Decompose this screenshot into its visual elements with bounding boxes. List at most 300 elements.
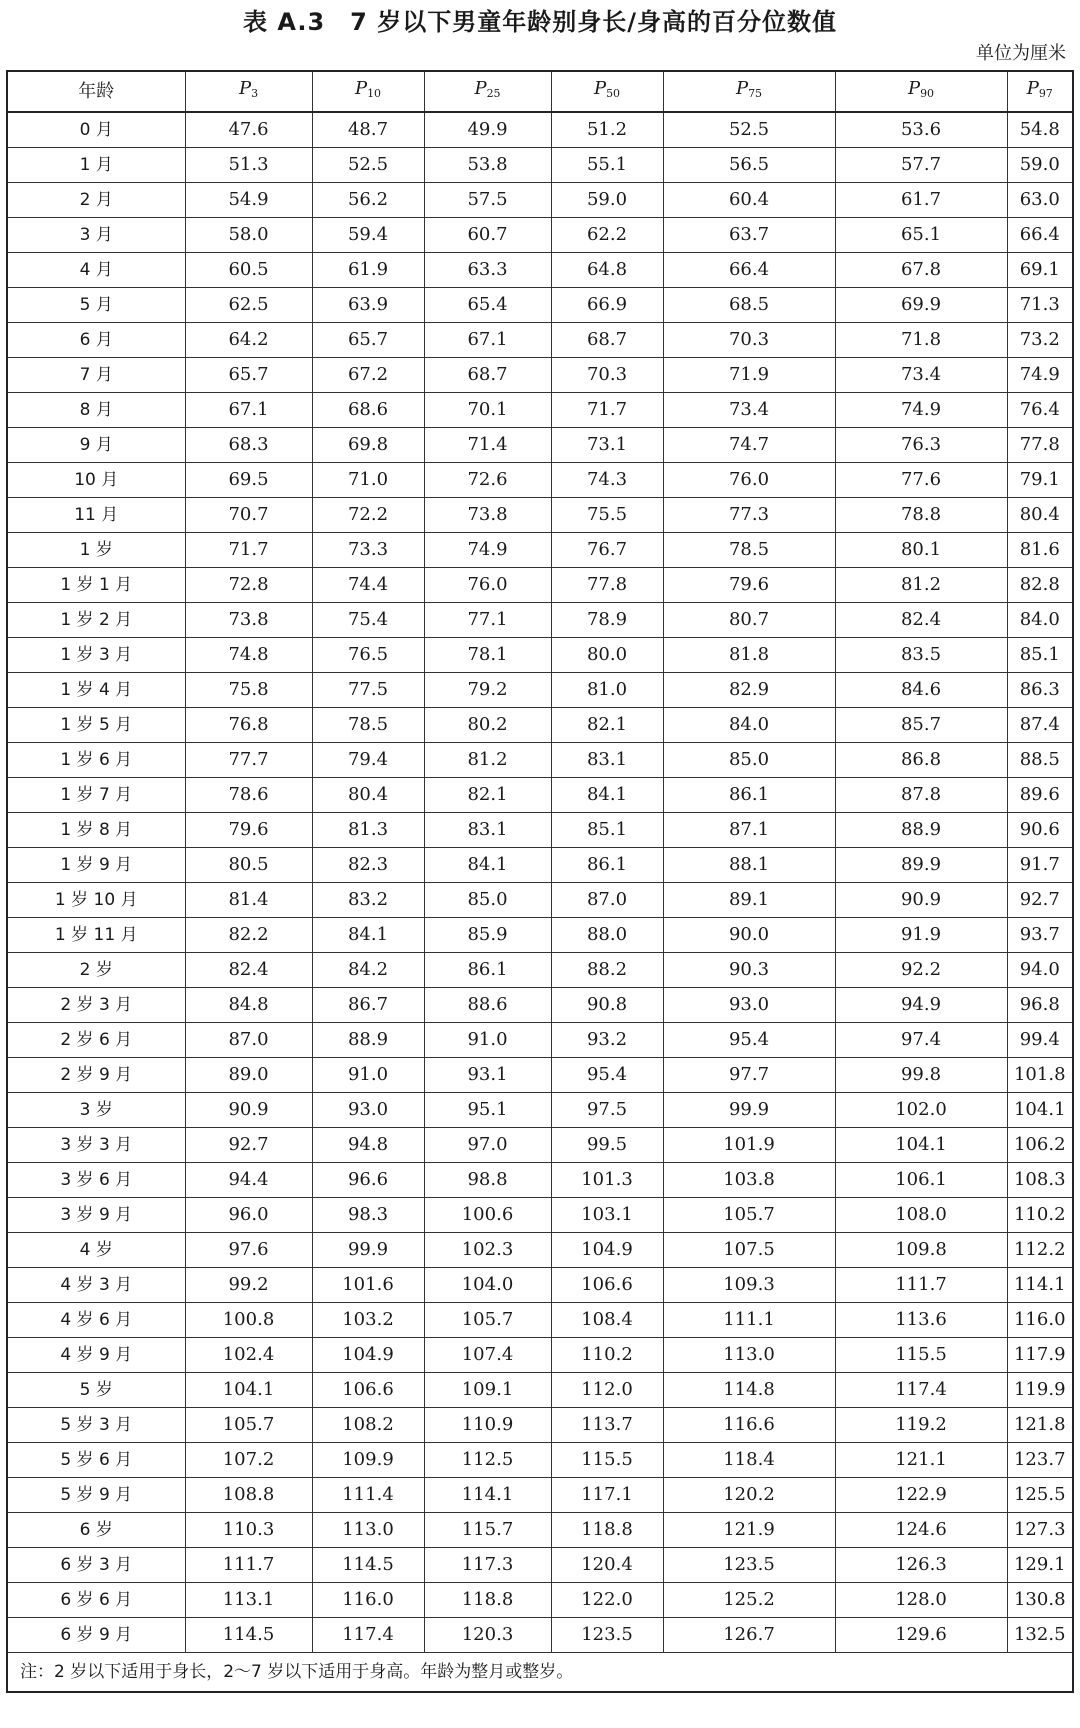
value-cell: 75.5	[551, 498, 663, 533]
value-cell: 111.7	[185, 1548, 312, 1583]
value-cell: 84.0	[1007, 603, 1073, 638]
value-cell: 120.2	[663, 1478, 835, 1513]
table-row	[7, 1058, 1073, 1093]
value-cell: 63.9	[312, 288, 424, 323]
header-row	[7, 71, 1073, 112]
age-cell: 0 月	[7, 112, 185, 148]
value-cell: 102.4	[185, 1338, 312, 1373]
value-cell: 87.4	[1007, 708, 1073, 743]
value-cell: 84.1	[551, 778, 663, 813]
age-cell: 4 岁 6 月	[7, 1303, 185, 1338]
value-cell: 106.6	[312, 1373, 424, 1408]
value-cell: 104.1	[185, 1373, 312, 1408]
value-cell: 89.0	[185, 1058, 312, 1093]
value-cell: 116.0	[312, 1583, 424, 1618]
table-row	[7, 988, 1073, 1023]
value-cell: 86.1	[551, 848, 663, 883]
value-cell: 93.2	[551, 1023, 663, 1058]
value-cell: 94.4	[185, 1163, 312, 1198]
value-cell: 111.7	[835, 1268, 1007, 1303]
value-cell: 78.5	[312, 708, 424, 743]
value-cell: 67.1	[185, 393, 312, 428]
age-cell: 3 月	[7, 218, 185, 253]
table-row	[7, 1163, 1073, 1198]
value-cell: 110.2	[1007, 1198, 1073, 1233]
value-cell: 86.1	[663, 778, 835, 813]
value-cell: 80.7	[663, 603, 835, 638]
value-cell: 103.2	[312, 1303, 424, 1338]
value-cell: 104.9	[551, 1233, 663, 1268]
value-cell: 119.9	[1007, 1373, 1073, 1408]
table-row	[7, 498, 1073, 533]
table-row	[7, 253, 1073, 288]
table-row	[7, 1618, 1073, 1653]
value-cell: 85.0	[663, 743, 835, 778]
value-cell: 95.4	[551, 1058, 663, 1093]
value-cell: 132.5	[1007, 1618, 1073, 1653]
value-cell: 87.0	[551, 883, 663, 918]
value-cell: 68.6	[312, 393, 424, 428]
value-cell: 70.3	[551, 358, 663, 393]
value-cell: 107.4	[424, 1338, 551, 1373]
value-cell: 74.9	[424, 533, 551, 568]
value-cell: 77.6	[835, 463, 1007, 498]
table-row	[7, 603, 1073, 638]
value-cell: 84.6	[835, 673, 1007, 708]
value-cell: 101.3	[551, 1163, 663, 1198]
value-cell: 88.0	[551, 918, 663, 953]
value-cell: 67.8	[835, 253, 1007, 288]
value-cell: 84.8	[185, 988, 312, 1023]
age-cell: 1 岁 11 月	[7, 918, 185, 953]
value-cell: 88.2	[551, 953, 663, 988]
value-cell: 75.4	[312, 603, 424, 638]
value-cell: 97.0	[424, 1128, 551, 1163]
value-cell: 88.5	[1007, 743, 1073, 778]
value-cell: 64.2	[185, 323, 312, 358]
age-cell: 6 岁	[7, 1513, 185, 1548]
value-cell: 107.5	[663, 1233, 835, 1268]
value-cell: 126.7	[663, 1618, 835, 1653]
value-cell: 109.1	[424, 1373, 551, 1408]
value-cell: 91.0	[312, 1058, 424, 1093]
table-row	[7, 288, 1073, 323]
value-cell: 81.2	[835, 568, 1007, 603]
age-cell: 1 岁 8 月	[7, 813, 185, 848]
age-cell: 1 岁 9 月	[7, 848, 185, 883]
value-cell: 101.8	[1007, 1058, 1073, 1093]
value-cell: 121.9	[663, 1513, 835, 1548]
value-cell: 68.7	[424, 358, 551, 393]
value-cell: 114.8	[663, 1373, 835, 1408]
value-cell: 80.2	[424, 708, 551, 743]
value-cell: 101.9	[663, 1128, 835, 1163]
value-cell: 100.8	[185, 1303, 312, 1338]
value-cell: 91.0	[424, 1023, 551, 1058]
value-cell: 56.2	[312, 183, 424, 218]
value-cell: 120.3	[424, 1618, 551, 1653]
value-cell: 105.7	[663, 1198, 835, 1233]
value-cell: 113.6	[835, 1303, 1007, 1338]
value-cell: 100.6	[424, 1198, 551, 1233]
value-cell: 82.4	[835, 603, 1007, 638]
value-cell: 97.6	[185, 1233, 312, 1268]
table-row	[7, 708, 1073, 743]
age-cell: 1 岁 5 月	[7, 708, 185, 743]
value-cell: 92.7	[1007, 883, 1073, 918]
value-cell: 56.5	[663, 148, 835, 183]
value-cell: 105.7	[185, 1408, 312, 1443]
value-cell: 74.9	[1007, 358, 1073, 393]
value-cell: 60.4	[663, 183, 835, 218]
value-cell: 117.4	[835, 1373, 1007, 1408]
value-cell: 79.4	[312, 743, 424, 778]
value-cell: 109.9	[312, 1443, 424, 1478]
value-cell: 105.7	[424, 1303, 551, 1338]
value-cell: 65.1	[835, 218, 1007, 253]
value-cell: 112.5	[424, 1443, 551, 1478]
value-cell: 110.9	[424, 1408, 551, 1443]
value-cell: 90.8	[551, 988, 663, 1023]
value-cell: 113.7	[551, 1408, 663, 1443]
value-cell: 118.4	[663, 1443, 835, 1478]
value-cell: 91.9	[835, 918, 1007, 953]
age-cell: 2 月	[7, 183, 185, 218]
value-cell: 99.4	[1007, 1023, 1073, 1058]
age-cell: 1 岁 4 月	[7, 673, 185, 708]
value-cell: 74.7	[663, 428, 835, 463]
age-cell: 1 岁 1 月	[7, 568, 185, 603]
value-cell: 89.6	[1007, 778, 1073, 813]
age-cell: 4 岁	[7, 1233, 185, 1268]
value-cell: 81.6	[1007, 533, 1073, 568]
value-cell: 102.0	[835, 1093, 1007, 1128]
value-cell: 85.1	[551, 813, 663, 848]
percentile-header-p97: P97	[1007, 71, 1073, 112]
value-cell: 61.9	[312, 253, 424, 288]
value-cell: 71.0	[312, 463, 424, 498]
value-cell: 82.4	[185, 953, 312, 988]
value-cell: 84.0	[663, 708, 835, 743]
table-body	[7, 112, 1073, 1653]
value-cell: 124.6	[835, 1513, 1007, 1548]
value-cell: 87.8	[835, 778, 1007, 813]
value-cell: 94.0	[1007, 953, 1073, 988]
value-cell: 87.0	[185, 1023, 312, 1058]
value-cell: 77.1	[424, 603, 551, 638]
value-cell: 77.5	[312, 673, 424, 708]
value-cell: 80.4	[312, 778, 424, 813]
table-row	[7, 533, 1073, 568]
value-cell: 48.7	[312, 112, 424, 148]
value-cell: 67.2	[312, 358, 424, 393]
value-cell: 69.5	[185, 463, 312, 498]
value-cell: 60.7	[424, 218, 551, 253]
value-cell: 71.3	[1007, 288, 1073, 323]
value-cell: 90.9	[835, 883, 1007, 918]
age-cell: 7 月	[7, 358, 185, 393]
age-cell: 2 岁 9 月	[7, 1058, 185, 1093]
value-cell: 82.1	[424, 778, 551, 813]
value-cell: 55.1	[551, 148, 663, 183]
value-cell: 117.3	[424, 1548, 551, 1583]
value-cell: 78.9	[551, 603, 663, 638]
value-cell: 68.7	[551, 323, 663, 358]
value-cell: 102.3	[424, 1233, 551, 1268]
age-cell: 1 岁 3 月	[7, 638, 185, 673]
value-cell: 82.9	[663, 673, 835, 708]
value-cell: 68.3	[185, 428, 312, 463]
table-row	[7, 393, 1073, 428]
value-cell: 54.8	[1007, 112, 1073, 148]
value-cell: 78.6	[185, 778, 312, 813]
value-cell: 126.3	[835, 1548, 1007, 1583]
age-cell: 1 岁	[7, 533, 185, 568]
value-cell: 116.0	[1007, 1303, 1073, 1338]
value-cell: 84.1	[312, 918, 424, 953]
value-cell: 93.1	[424, 1058, 551, 1093]
value-cell: 91.7	[1007, 848, 1073, 883]
value-cell: 113.1	[185, 1583, 312, 1618]
note-row	[7, 1653, 1073, 1693]
value-cell: 79.6	[663, 568, 835, 603]
value-cell: 75.8	[185, 673, 312, 708]
value-cell: 97.7	[663, 1058, 835, 1093]
value-cell: 69.1	[1007, 253, 1073, 288]
percentile-header-p10: P10	[312, 71, 424, 112]
value-cell: 103.1	[551, 1198, 663, 1233]
value-cell: 85.9	[424, 918, 551, 953]
value-cell: 99.8	[835, 1058, 1007, 1093]
value-cell: 71.7	[185, 533, 312, 568]
value-cell: 116.6	[663, 1408, 835, 1443]
value-cell: 77.7	[185, 743, 312, 778]
value-cell: 83.1	[551, 743, 663, 778]
age-cell: 1 岁 6 月	[7, 743, 185, 778]
age-cell: 9 月	[7, 428, 185, 463]
value-cell: 63.3	[424, 253, 551, 288]
value-cell: 108.2	[312, 1408, 424, 1443]
table-row	[7, 1513, 1073, 1548]
age-cell: 1 岁 7 月	[7, 778, 185, 813]
value-cell: 94.9	[835, 988, 1007, 1023]
value-cell: 98.8	[424, 1163, 551, 1198]
value-cell: 99.9	[312, 1233, 424, 1268]
table-row	[7, 463, 1073, 498]
value-cell: 84.1	[424, 848, 551, 883]
percentile-header-p25: P25	[424, 71, 551, 112]
value-cell: 63.0	[1007, 183, 1073, 218]
value-cell: 57.5	[424, 183, 551, 218]
value-cell: 96.6	[312, 1163, 424, 1198]
value-cell: 78.8	[835, 498, 1007, 533]
table-row	[7, 1093, 1073, 1128]
value-cell: 99.9	[663, 1093, 835, 1128]
table-row	[7, 673, 1073, 708]
value-cell: 86.1	[424, 953, 551, 988]
value-cell: 117.9	[1007, 1338, 1073, 1373]
age-cell: 4 月	[7, 253, 185, 288]
value-cell: 93.0	[312, 1093, 424, 1128]
value-cell: 64.8	[551, 253, 663, 288]
table-row	[7, 813, 1073, 848]
value-cell: 107.2	[185, 1443, 312, 1478]
value-cell: 80.1	[835, 533, 1007, 568]
value-cell: 88.6	[424, 988, 551, 1023]
age-cell: 10 月	[7, 463, 185, 498]
table-row	[7, 1478, 1073, 1513]
value-cell: 117.4	[312, 1618, 424, 1653]
value-cell: 92.2	[835, 953, 1007, 988]
value-cell: 82.2	[185, 918, 312, 953]
table-row	[7, 1023, 1073, 1058]
age-cell: 3 岁	[7, 1093, 185, 1128]
value-cell: 90.0	[663, 918, 835, 953]
value-cell: 120.4	[551, 1548, 663, 1583]
value-cell: 114.5	[312, 1548, 424, 1583]
value-cell: 80.4	[1007, 498, 1073, 533]
value-cell: 73.3	[312, 533, 424, 568]
value-cell: 82.1	[551, 708, 663, 743]
age-cell: 1 岁 10 月	[7, 883, 185, 918]
value-cell: 62.5	[185, 288, 312, 323]
age-cell: 3 岁 9 月	[7, 1198, 185, 1233]
table-note: 注：2 岁以下适用于身长，2〜7 岁以下适用于身高。年龄为整月或整岁。	[7, 1653, 1073, 1693]
value-cell: 81.2	[424, 743, 551, 778]
value-cell: 108.4	[551, 1303, 663, 1338]
value-cell: 86.7	[312, 988, 424, 1023]
value-cell: 76.0	[663, 463, 835, 498]
value-cell: 121.8	[1007, 1408, 1073, 1443]
value-cell: 119.2	[835, 1408, 1007, 1443]
value-cell: 128.0	[835, 1583, 1007, 1618]
value-cell: 62.2	[551, 218, 663, 253]
value-cell: 129.1	[1007, 1548, 1073, 1583]
value-cell: 74.8	[185, 638, 312, 673]
value-cell: 123.7	[1007, 1443, 1073, 1478]
value-cell: 79.6	[185, 813, 312, 848]
value-cell: 78.1	[424, 638, 551, 673]
value-cell: 76.4	[1007, 393, 1073, 428]
value-cell: 71.8	[835, 323, 1007, 358]
value-cell: 97.4	[835, 1023, 1007, 1058]
table-row	[7, 568, 1073, 603]
age-cell: 5 岁 9 月	[7, 1478, 185, 1513]
value-cell: 89.9	[835, 848, 1007, 883]
value-cell: 51.2	[551, 112, 663, 148]
table-row	[7, 1408, 1073, 1443]
value-cell: 81.8	[663, 638, 835, 673]
value-cell: 113.0	[663, 1338, 835, 1373]
value-cell: 79.1	[1007, 463, 1073, 498]
table-row	[7, 1373, 1073, 1408]
value-cell: 66.4	[1007, 218, 1073, 253]
age-cell: 5 岁	[7, 1373, 185, 1408]
value-cell: 88.9	[312, 1023, 424, 1058]
percentile-header-p90: P90	[835, 71, 1007, 112]
value-cell: 66.4	[663, 253, 835, 288]
value-cell: 117.1	[551, 1478, 663, 1513]
percentile-header-p75: P75	[663, 71, 835, 112]
value-cell: 58.0	[185, 218, 312, 253]
value-cell: 52.5	[663, 112, 835, 148]
table-row	[7, 1128, 1073, 1163]
table-row	[7, 743, 1073, 778]
value-cell: 90.3	[663, 953, 835, 988]
value-cell: 93.0	[663, 988, 835, 1023]
value-cell: 73.8	[185, 603, 312, 638]
unit-label: 单位为厘米	[976, 43, 1066, 64]
table-row	[7, 358, 1073, 393]
value-cell: 108.0	[835, 1198, 1007, 1233]
value-cell: 106.6	[551, 1268, 663, 1303]
value-cell: 60.5	[185, 253, 312, 288]
value-cell: 115.7	[424, 1513, 551, 1548]
table-row	[7, 1198, 1073, 1233]
value-cell: 109.3	[663, 1268, 835, 1303]
value-cell: 85.7	[835, 708, 1007, 743]
value-cell: 81.3	[312, 813, 424, 848]
value-cell: 70.7	[185, 498, 312, 533]
value-cell: 54.9	[185, 183, 312, 218]
value-cell: 115.5	[551, 1443, 663, 1478]
value-cell: 104.0	[424, 1268, 551, 1303]
value-cell: 72.8	[185, 568, 312, 603]
value-cell: 63.7	[663, 218, 835, 253]
value-cell: 125.5	[1007, 1478, 1073, 1513]
value-cell: 92.7	[185, 1128, 312, 1163]
value-cell: 65.4	[424, 288, 551, 323]
value-cell: 80.5	[185, 848, 312, 883]
value-cell: 115.5	[835, 1338, 1007, 1373]
value-cell: 101.6	[312, 1268, 424, 1303]
value-cell: 96.8	[1007, 988, 1073, 1023]
percentile-header-p50: P50	[551, 71, 663, 112]
age-cell: 6 岁 3 月	[7, 1548, 185, 1583]
value-cell: 97.5	[551, 1093, 663, 1128]
value-cell: 84.2	[312, 953, 424, 988]
table-row	[7, 1548, 1073, 1583]
value-cell: 53.8	[424, 148, 551, 183]
age-cell: 6 岁 9 月	[7, 1618, 185, 1653]
value-cell: 104.1	[1007, 1093, 1073, 1128]
value-cell: 114.5	[185, 1618, 312, 1653]
value-cell: 61.7	[835, 183, 1007, 218]
age-cell: 8 月	[7, 393, 185, 428]
table-row	[7, 428, 1073, 463]
value-cell: 89.1	[663, 883, 835, 918]
value-cell: 53.6	[835, 112, 1007, 148]
value-cell: 52.5	[312, 148, 424, 183]
value-cell: 88.9	[835, 813, 1007, 848]
value-cell: 74.4	[312, 568, 424, 603]
value-cell: 66.9	[551, 288, 663, 323]
value-cell: 129.6	[835, 1618, 1007, 1653]
age-cell: 2 岁 3 月	[7, 988, 185, 1023]
value-cell: 87.1	[663, 813, 835, 848]
table-row	[7, 183, 1073, 218]
value-cell: 95.4	[663, 1023, 835, 1058]
value-cell: 77.8	[551, 568, 663, 603]
value-cell: 65.7	[312, 323, 424, 358]
table-row	[7, 1443, 1073, 1478]
value-cell: 67.1	[424, 323, 551, 358]
age-cell: 3 岁 6 月	[7, 1163, 185, 1198]
value-cell: 76.3	[835, 428, 1007, 463]
value-cell: 68.5	[663, 288, 835, 323]
value-cell: 79.2	[424, 673, 551, 708]
value-cell: 99.5	[551, 1128, 663, 1163]
